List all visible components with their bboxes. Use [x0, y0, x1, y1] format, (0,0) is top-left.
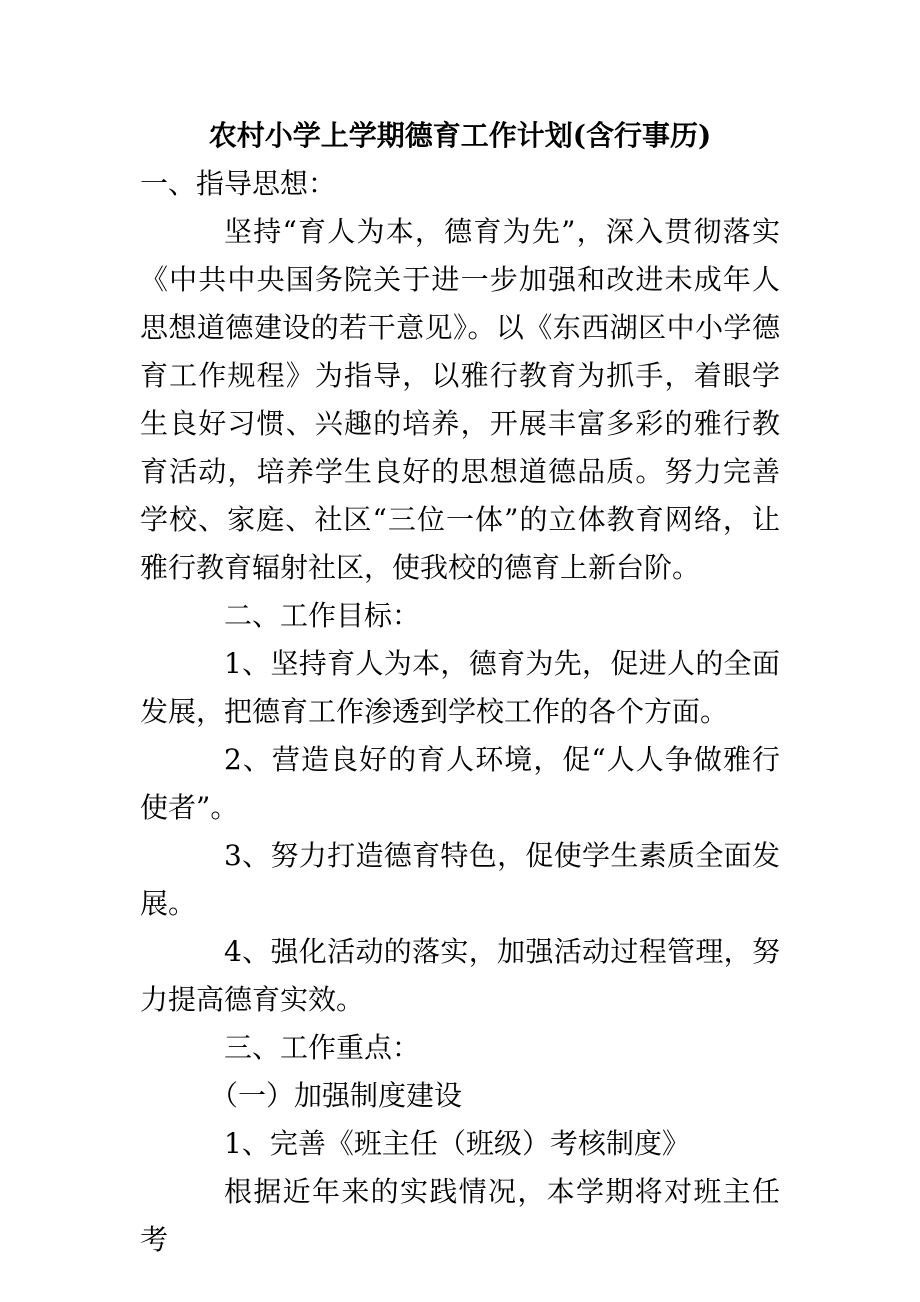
item-heading-assessment-system: 1、完善《班主任（班级）考核制度》 — [224, 1127, 690, 1160]
paragraph-guiding-ideology: 坚持“育人为本，德育为先”，深入贯彻落实《中共中央国务院关于进一步加强和改进未成年人思想道德建设的若干意见》。以《东西湖区中小学德育工作规程》为指导，以雅行教育为抓手，着眼学生良好习惯、兴趣的培养，开展丰富多彩的雅行教育活动，培养学生良好的思想道德品质。努力完善学校、家庭、社区“三位一体”的立体教育网络，让雅行教育辐射社区，使我校的德育上新台阶。 — [140, 215, 780, 584]
subsection-heading-system-building: （一）加强制度建设 — [210, 1079, 463, 1112]
goal-item-3: 3、努力打造德育特色，促使学生素质全面发展。 — [140, 839, 780, 920]
goal-item-4: 4、强化活动的落实，加强活动过程管理，努力提高德育实效。 — [140, 935, 780, 1016]
section-heading-guiding-ideology: 一、指导思想： — [140, 167, 337, 200]
document-body — [140, 160, 780, 1264]
goal-item-2: 2、营造良好的育人环境，促“人人争做雅行使者”。 — [140, 743, 780, 824]
document-title: 农村小学上学期德育工作计划(含行事历) — [208, 119, 712, 152]
paragraph-assessment-system: 根据近年来的实践情况，本学期将对班主任考 — [140, 1175, 780, 1256]
section-heading-work-focus: 三、工作重点： — [224, 1031, 421, 1064]
goal-item-1: 1、坚持育人为本，德育为先，促进人的全面发展，把德育工作渗透到学校工作的各个方面。 — [140, 647, 780, 728]
section-heading-work-goals: 二、工作目标： — [224, 599, 421, 632]
